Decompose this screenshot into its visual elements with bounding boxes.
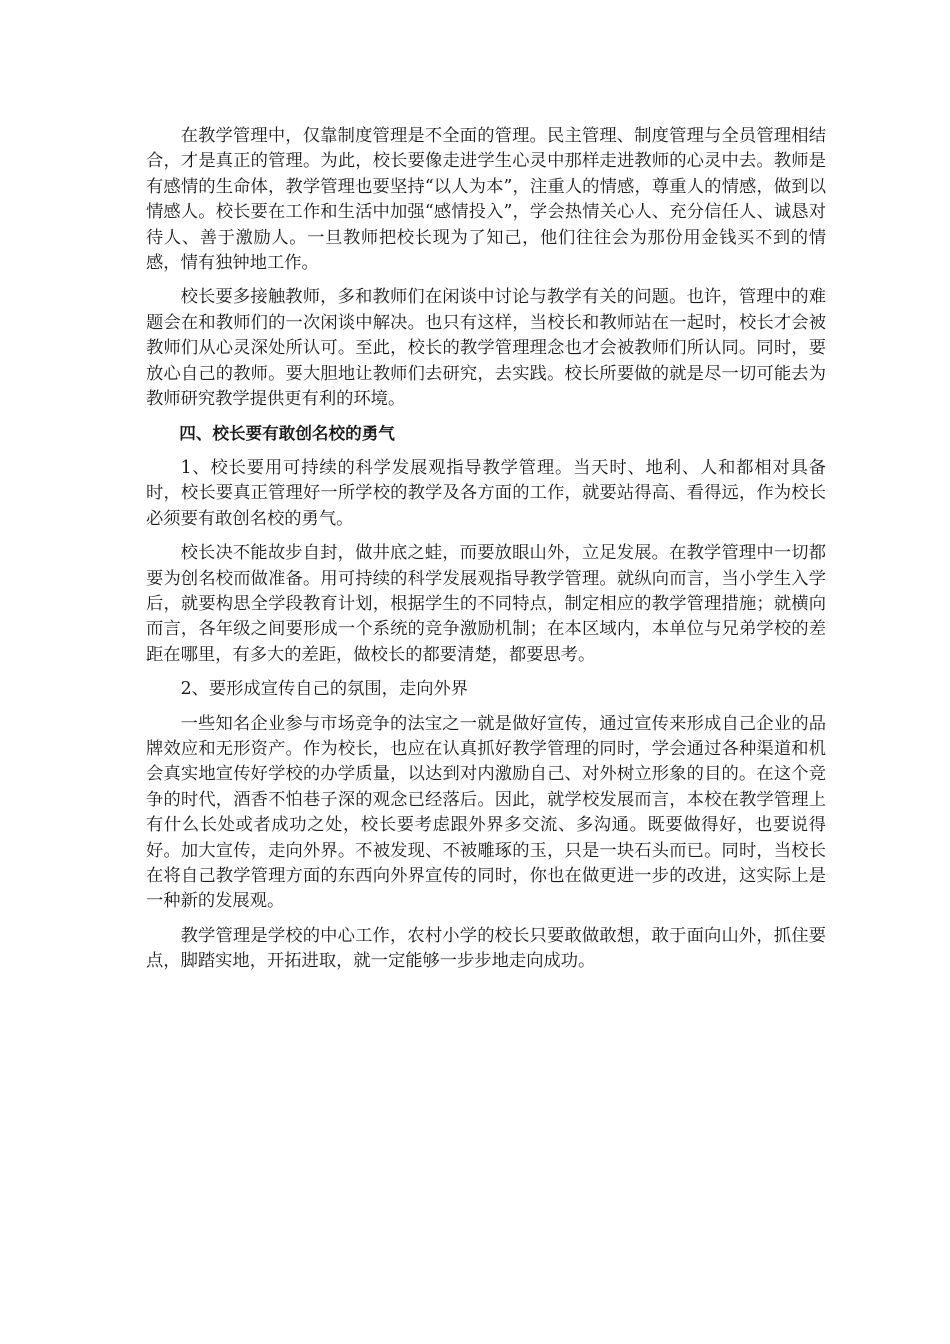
paragraph-point-one: 1、校长要用可持续的科学发展观指导教学管理。当天时、地利、人和都相对具备时，校长要真正管理好一所学校的教学及各方面的工作，就要站得高、看得远，作为校长必须要有敢创名校的勇气。 <box>146 457 826 529</box>
section-heading-four: 四、校长要有敢创名校的勇气 <box>179 424 395 444</box>
paragraph-develop-vision: 校长决不能故步自封，做井底之蛙，而要放眼山外，立足发展。在教学管理中一切都要为创名校而做准备。用可持续的科学发展观指导教学管理。就纵向而言，当小学生入学后，就要构思全学段教育计划，根据学生的不同特点，制定相应的教学管理措施；就横向而言，各年级之间要形成一个系统的竞争激励机制；在本区域内，本单位与兄弟学校的差距在哪里，有多大的差距，做校长的都要清楚，都要思考。 <box>146 543 826 665</box>
paragraph-publicity: 一些知名企业参与市场竞争的法宝之一就是做好宣传，通过宣传来形成自己企业的品牌效应和无形资产。作为校长，也应在认真抓好教学管理的同时，学会通过各种渠道和机会真实地宣传好学校的办学质量，以达到对内激励自己、对外树立形象的目的。在这个竞争的时代，酒香不怕巷子深的观念已经落后。因此，就学校发展而言，本校在教学管理上有什么长处或者成功之处，校长要考虑跟外界多交流、多沟通。既要做得好，也要说得好。加大宣传，走向外界。不被发现、不被雕琢的玉，只是一块石头而已。同时，当校长在将自己教学管理方面的东西向外界宣传的同时，你也在做更进一步的改进，这实际上是一种新的发展观。 <box>146 713 826 912</box>
paragraph-point-two: 2、要形成宣传自己的氛围，走向外界 <box>180 679 469 700</box>
paragraph-conclusion: 教学管理是学校的中心工作，农村小学的校长只要敢做敢想，敢于面向山外，抓住要点，脚踏实地，开拓进取，就一定能够一步步地走向成功。 <box>146 925 826 972</box>
document-body <box>146 124 826 984</box>
paragraph-emotional-management: 在教学管理中，仅靠制度管理是不全面的管理。民主管理、制度管理与全员管理相结合，才是真正的管理。为此，校长要像走进学生心灵中那样走进教师的心灵中去。教师是有感情的生命体，教学管理也要坚持“以人为本”，注重人的情感，尊重人的情感，做到以情感人。校长要在工作和生活中加强“感情投入”，学会热情关心人、充分信任人、诚恳对待人、善于激励人。一旦教师把校长现为了知己，他们往往会为那份用金钱买不到的情感，情有独钟地工作。 <box>146 126 826 274</box>
paragraph-contact-teachers: 校长要多接触教师，多和教师们在闲谈中讨论与教学有关的问题。也许，管理中的难题会在和教师们的一次闲谈中解决。也只有这样，当校长和教师站在一起时，校长才会被教师们从心灵深处所认可。至此，校长的教学管理理念也才会被教师们所认同。同时，要放心自己的教师。要大胆地让教师们去研究，去实践。校长所要做的就是尽一切可能去为教师研究教学提供更有利的环境。 <box>146 287 826 410</box>
